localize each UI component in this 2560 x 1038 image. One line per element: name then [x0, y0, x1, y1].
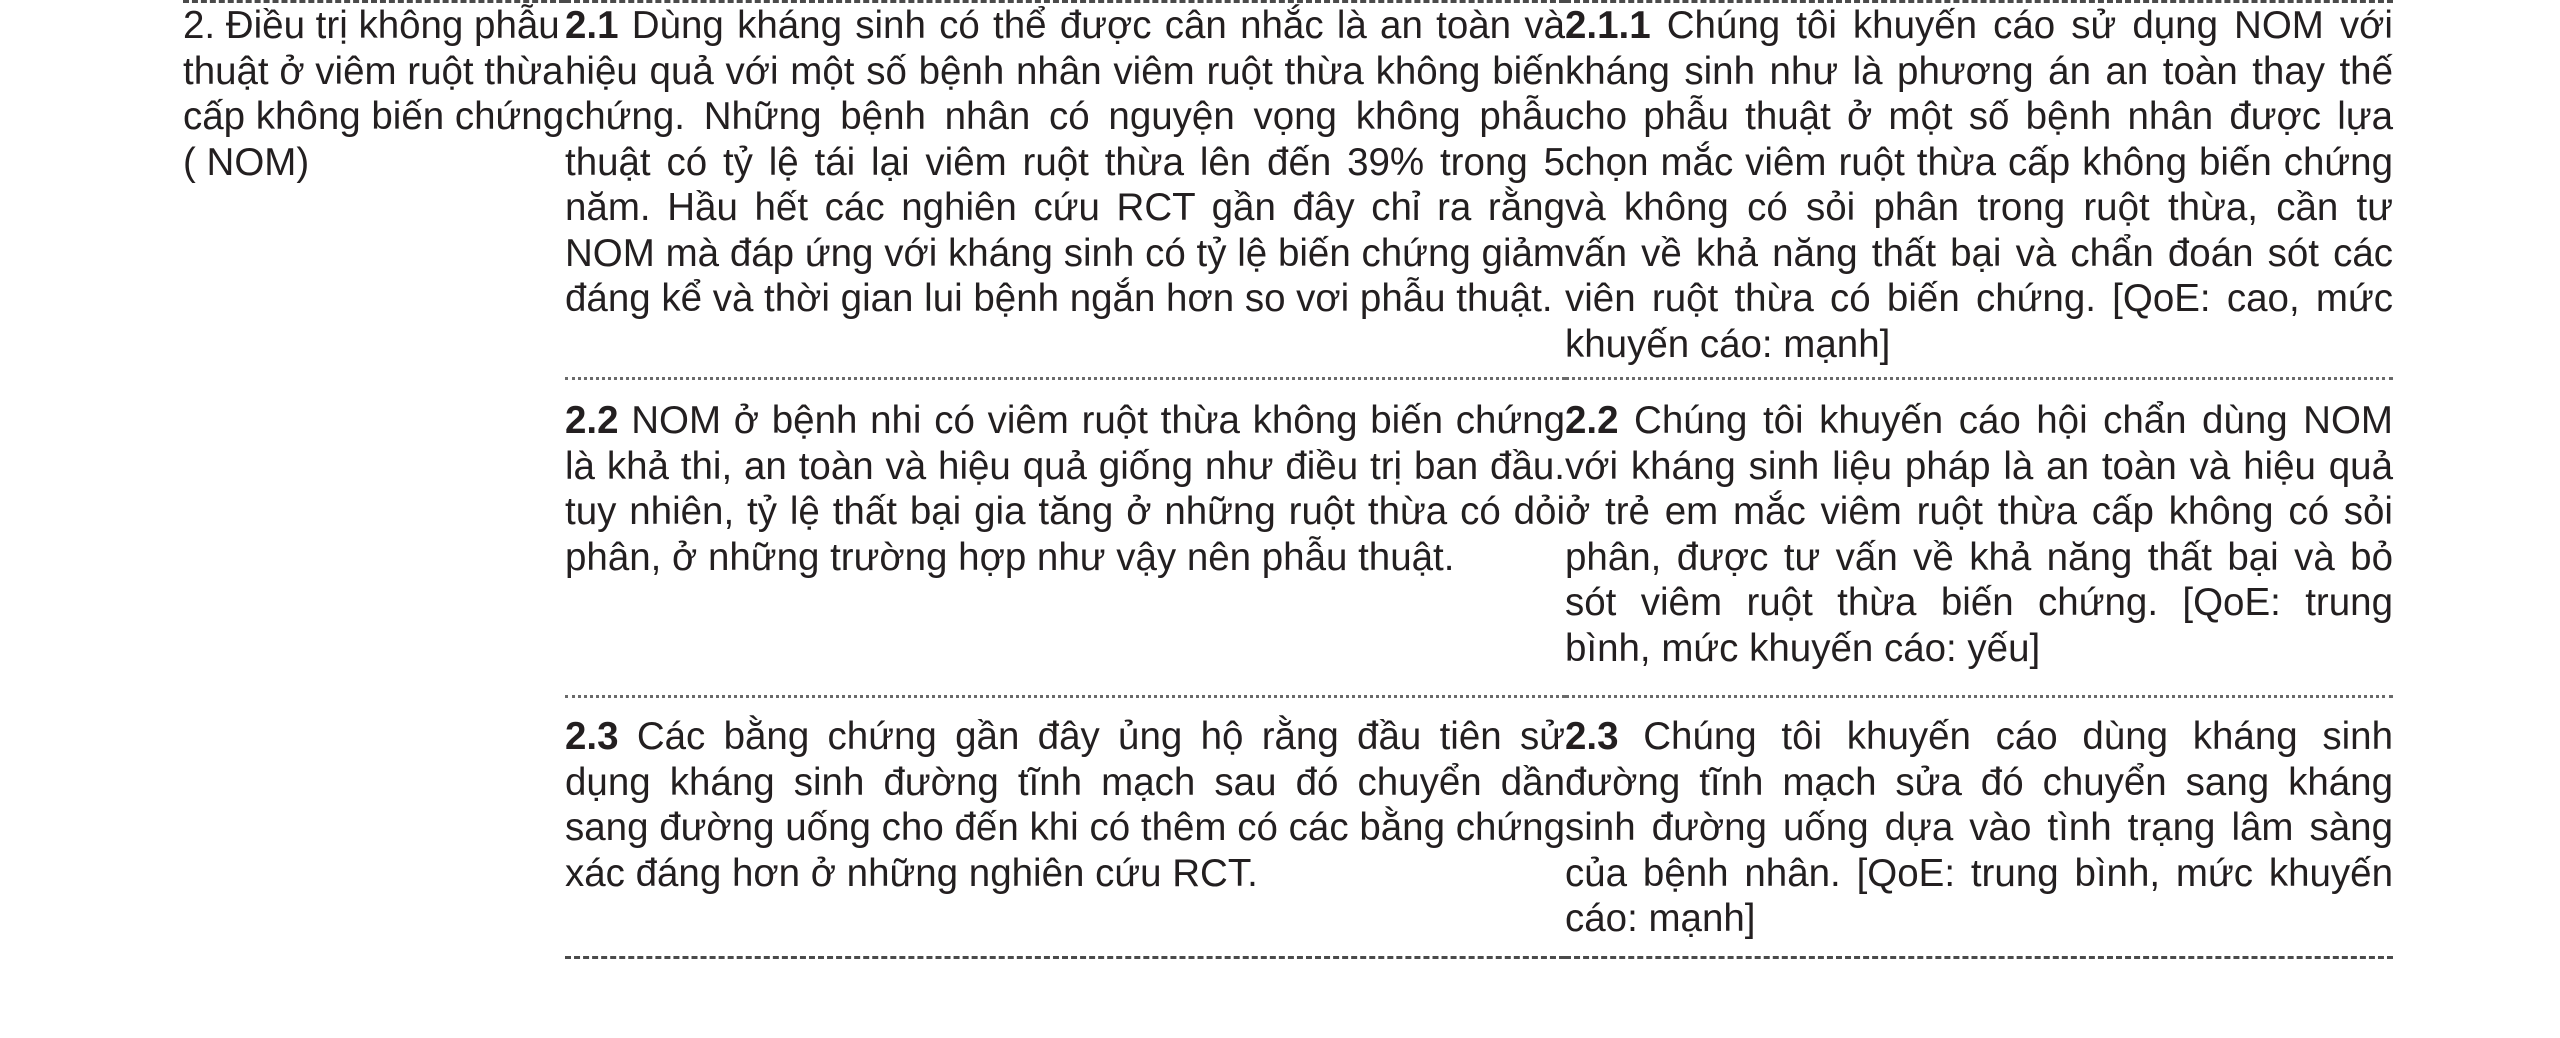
recommendation-cell	[1565, 2, 2393, 379]
evidence-number: 2.3	[565, 715, 619, 758]
evidence-cell	[565, 2, 1565, 379]
recommendation-number: 2.2	[1565, 399, 1619, 442]
recommendation-number: 2.1.1	[1565, 4, 1651, 47]
topic-text: 2. Điều trị không phẫu thuật ở viêm ruột thừa cấp không biến chứng ( NOM)	[183, 4, 565, 184]
evidence-number: 2.1	[565, 4, 619, 47]
recommendation-text: Chúng tôi khuyến cáo sử dụng NOM với kháng sinh như là phương án an toàn thay thế cho phẫu thuật ở một số bệnh nhân được lựa chọn mắc viêm ruột thừa cấp không biến chứng và không có sỏi phân trong ruột thừa, cần tư vấn về khả năng thất bại và chẩn đoán sót các viên ruột thừa có biến chứng. [QoE: cao, mức khuyến cáo: mạnh]	[1565, 4, 2393, 366]
recommendation-cell	[1565, 379, 2393, 697]
evidence-cell	[565, 379, 1565, 697]
table-row	[183, 2, 2393, 379]
evidence-text: Các bằng chứng gần đây ủng hộ rằng đầu tiên sử dụng kháng sinh đường tĩnh mạch sau đó chuyển dần sang đường uống cho đến khi có thêm có các bằng chứng xác đáng hơn ở những nghiên cứu RCT.	[565, 715, 1565, 895]
evidence-number: 2.2	[565, 399, 619, 442]
topic-cell	[183, 2, 565, 958]
recommendation-text: Chúng tôi khuyến cáo dùng kháng sinh đường tĩnh mạch sửa đó chuyển sang kháng sinh đường uống dựa vào tình trạng lâm sàng của bệnh nhân. [QoE: trung bình, mức khuyến cáo: mạnh]	[1565, 715, 2394, 940]
recommendation-cell	[1565, 697, 2393, 958]
evidence-cell	[565, 697, 1565, 958]
evidence-text: NOM ở bệnh nhi có viêm ruột thừa không biến chứng là khả thi, an toàn và hiệu quả giống như điều trị ban đầu. tuy nhiên, tỷ lệ thất bại gia tăng ở những ruột thừa có dỏi phân, ở những trường hợp như vậy nên phẫu thuật.	[565, 399, 1565, 579]
recommendation-table	[183, 0, 2393, 959]
recommendation-text: Chúng tôi khuyến cáo hội chẩn dùng NOM với kháng sinh liệu pháp là an toàn và hiệu quả ở trẻ em mắc viêm ruột thừa cấp không có sỏi phân, được tư vấn về khả năng thất bại và bỏ sót viêm ruột thừa biến chứng. [QoE: trung bình, mức khuyến cáo: yếu]	[1565, 399, 2393, 670]
recommendation-number: 2.3	[1565, 715, 1619, 758]
evidence-text: Dùng kháng sinh có thể được cân nhắc là an toàn và hiệu quả với một số bệnh nhân viêm ruột thừa không biến chứng. Những bệnh nhân có nguyện vọng không phẫu thuật có tỷ lệ tái lại viêm ruột thừa lên đến 39% trong 5 năm. Hầu hết các nghiên cứu RCT gần đây chỉ ra rằng NOM mà đáp ứng với kháng sinh có tỷ lệ biến chứng giảm đáng kể và thời gian lui bệnh ngắn hơn so vơi phẫu thuật.	[565, 4, 1565, 320]
